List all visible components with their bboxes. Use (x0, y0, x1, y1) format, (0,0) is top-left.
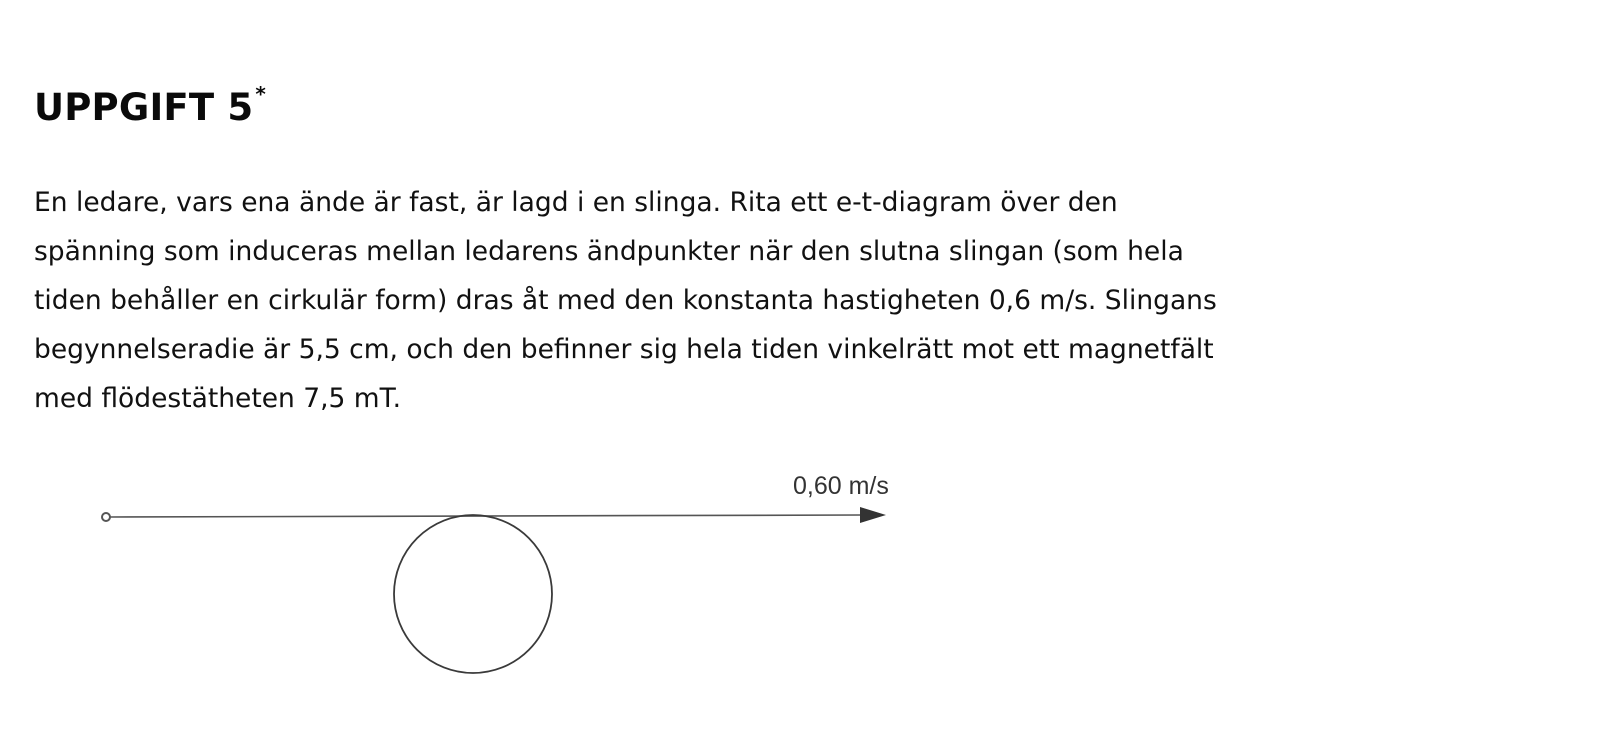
task-line: tiden behåller en cirkulär form) dras åt med den konstanta hastigheten 0,6 m/s. Slingans (34, 285, 1217, 316)
speed-label: 0,60 m/s (793, 472, 889, 500)
conductor-loop (394, 515, 552, 673)
task-title-text: UPPGIFT 5 (34, 86, 254, 129)
task-description (34, 178, 1484, 423)
task-line: spänning som induceras mellan ledarens ändpunkter när den slutna slingan (som hela (34, 236, 1184, 267)
task-line: med flödestätheten 7,5 mT. (34, 383, 402, 414)
conductor-loop-figure (90, 460, 950, 690)
task-line: begynnelseradie är 5,5 cm, och den befinner sig hela tiden vinkelrätt mot ett magnetfält (34, 334, 1214, 365)
fixed-end-point (102, 513, 110, 521)
task-line: En ledare, vars ena ände är fast, är lagd i en slinga. Rita ett e-t-diagram över den (34, 187, 1118, 218)
task-title-marker: * (255, 82, 267, 106)
task-title (34, 82, 267, 129)
velocity-arrow-icon (860, 507, 886, 523)
